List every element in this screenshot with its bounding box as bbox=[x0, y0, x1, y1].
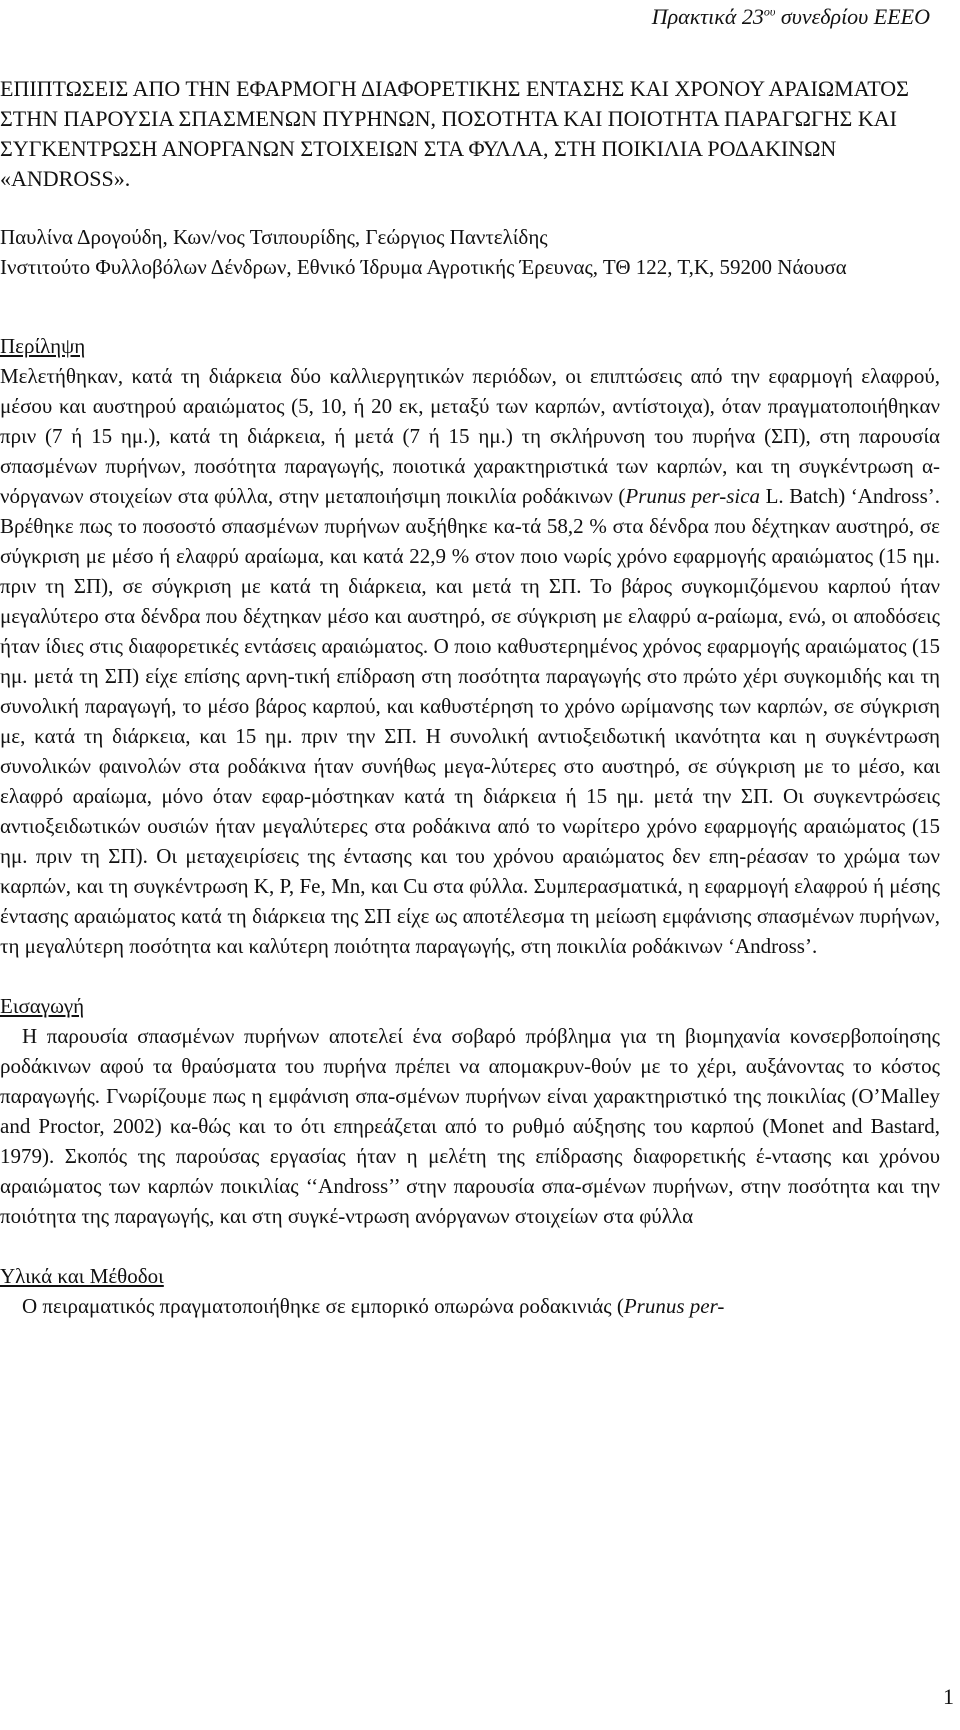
author-list: Παυλίνα Δρογούδη, Κων/νος Τσιπουρίδης, Γεώργιος Παντελίδης bbox=[0, 225, 548, 249]
page-number: 1 bbox=[943, 1684, 954, 1709]
paper-page bbox=[0, 74, 940, 1321]
abstract-body bbox=[0, 361, 940, 961]
abstract-text-2: L. Batch) ‘Andross’. Βρέθηκε πως το ποσοστό σπασμένων πυρήνων αυξήθηκε κα-τά 58,2 % στα δένδρα που δέχτηκαν αυστηρό, σε σύγκριση με μέσο ή ελαφρύ αραίωμα, και κατά 22,9 % στον ποιο νωρίς χρόνο εφαρμογής αραιώματος (15 ημ. πριν τη ΣΠ), σε σύγκριση με κατά τη διάρκεια, και μετά τη ΣΠ. Το βάρος συγκομιζόμενου καρπού ήταν μεγαλύτερο στα δένδρα που δέχτηκαν μέσο και αυστηρό, σε σύγκριση με ελαφρύ α-ραίωμα, ενώ, οι αποδόσεις ήταν ίδιες στις διαφορετικές εντάσεις αραιώματος. Ο ποιο καθυστερημένος χρόνος εφαρμογής αραιώματος (15 ημ. μετά τη ΣΠ) είχε επίσης αρνη-τική επίδραση στη ποσότητα παραγωγής στο πρώτο χέρι συγκομιδής και τη συνολική παραγωγή, το μέσο βάρος καρπού, και καθυστέρηση το χρόνο ωρίμανσης των καρπών, σε σύγκριση με, κατά τη διάρκεια, και 15 ημ. πριν την ΣΠ. Η συνολική αντιοξειδωτική ικανότητα και η συγκέντρωση συνολικών φαινολών στα ροδάκινα ήταν συνήθως μεγα-λύτερες στο αυστηρό, σε σύγκριση με το μέσο, και ελαφρό αραίωμα, μόνο όταν εφαρ-μόστηκαν κατά τη διάρκεια ή 15 ημ. μετά την ΣΠ. Οι συγκεντρώσεις αντιοξειδωτικών ουσιών ήταν μεγαλύτερες στα ροδάκινα από το νωρίτερο χρόνο εφαρμογής αραιώματος (15 ημ. πριν τη ΣΠ). Οι μεταχειρίσεις της έντασης και του χρόνου αραιώματος δεν επη-ρέασαν το χρώμα των καρπών, και τη συγκέντρωση K, P, Fe, Mn, και Cu στα φύλλα. Συμπερασματικά, η εφαρμογή ελαφρού ή μέσης έντασης αραιώματος κατά τη διάρκεια της ΣΠ είχε ως αποτέλεσμα τη μείωση εμφάνισης σπασμένων πυρήνων, τη μεγαλύτερη ποσότητα και καλύτερη ποιότητα παραγωγής, στη ποικιλία ροδάκινων ‘Andross’. bbox=[0, 484, 940, 958]
species-name: Prunus per-sica bbox=[625, 484, 761, 508]
abstract-text-1: Μελετήθηκαν, κατά τη διάρκεια δύο καλλιεργητικών περιόδων, οι επιπτώσεις από την εφαρμογή ελαφρού, μέσου και αυστηρού αραιώματος (5, 10, ή 20 εκ, μεταξύ των καρπών, αντίστοιχα), όταν πραγματοποιήθηκαν πριν (7 ή 15 ημ.), κατά τη διάρκεια, ή μετά (7 ή 15 ημ.) τη σκλήρυνση του πυρήνα (ΣΠ), στη παρουσία σπασμένων πυρήνων, ποσότητα παραγωγής, ποιοτικά χαρακτηριστικά των καρπών, και τη συγκέντρωση α-νόργανων στοιχείων στα φύλλα, στην μεταποιήσιμη ποικιλία ροδάκινων ( bbox=[0, 364, 940, 508]
introduction-heading: Εισαγωγή bbox=[0, 994, 85, 1018]
methods-heading: Υλικά και Μέθοδοι bbox=[0, 1264, 164, 1288]
methods-body bbox=[0, 1291, 940, 1321]
paper-title: ΕΠΙΠΤΩΣΕΙΣ ΑΠΟ ΤΗΝ ΕΦΑΡΜΟΓΗ ΔΙΑΦΟΡΕΤΙΚΗΣ ΕΝΤΑΣΗΣ ΚΑΙ ΧΡΟΝΟΥ ΑΡΑΙΩΜΑΤΟΣ ΣΤΗΝ ΠΑΡΟΥΣΙΑ ΣΠΑΣΜΕΝΩΝ ΠΥΡΗΝΩΝ, ΠΟΣΟΤΗΤΑ ΚΑΙ ΠΟΙΟΤΗΤΑ ΠΑΡΑΓΩΓΗΣ ΚΑΙ ΣΥΓΚΕΝΤΡΩΣΗ ΑΝΟΡΓΑΝΩΝ ΣΤΟΙΧΕΙΩΝ ΣΤΑ ΦΥΛΛΑ, ΣΤΗ ΠΟΙΚΙΛΙΑ ΡΟΔΑΚΙΝΩΝ «ANDROSS». bbox=[0, 76, 909, 191]
methods-species-name: Prunus per- bbox=[623, 1294, 725, 1318]
header-text-end: συνεδρίου ΕΕΕΟ bbox=[775, 4, 930, 29]
methods-text: Ο πειραματικός πραγματοποιήθηκε σε εμπορικό οπωρώνα ροδακινιάς ( bbox=[22, 1294, 624, 1318]
introduction-text: Η παρουσία σπασμένων πυρήνων αποτελεί ένα σοβαρό πρόβλημα για τη βιομηχανία κονσερβοποίησης ροδάκινων αφού τα θραύσματα του πυρήνα πρέπει να απομακρυν-θούν με το χέρι, αυξάνοντας το κόστος παραγωγής. Γνωρίζουμε πως η εμφάνιση σπα-σμένων πυρήνων είναι χαρακτηριστικό της ποικιλίας (O’Malley and Proctor, 2002) κα-θώς και το ότι επηρεάζεται από το ρυθμό αύξησης του καρπού (Monet and Bastard, 1979). Σκοπός της παρούσας εργασίας ήταν η μελέτη της επίδρασης διαφορετικής έ-ντασης και χρόνου αραιώματος των καρπών ποικιλίας ‘‘Andross’’ στην παρουσία σπα-σμένων πυρήνων, στην ποσότητα και την ποιότητα της παραγωγής, και στη συγκέ-ντρωση ανόργανων στοιχείων στα φύλλα bbox=[0, 1024, 940, 1228]
header-text: Πρακτικά 23 bbox=[651, 4, 764, 29]
introduction-body bbox=[0, 1021, 940, 1231]
running-header bbox=[652, 4, 930, 30]
abstract-heading: Περίληψη bbox=[0, 334, 86, 358]
header-superscript: ου bbox=[763, 4, 776, 19]
affiliation: Ινστιτούτο Φυλλοβόλων Δένδρων, Εθνικό Ίδρυμα Αγροτικής Έρευνας, ΤΘ 122, Τ,Κ, 59200 Νάουσα bbox=[0, 255, 847, 279]
